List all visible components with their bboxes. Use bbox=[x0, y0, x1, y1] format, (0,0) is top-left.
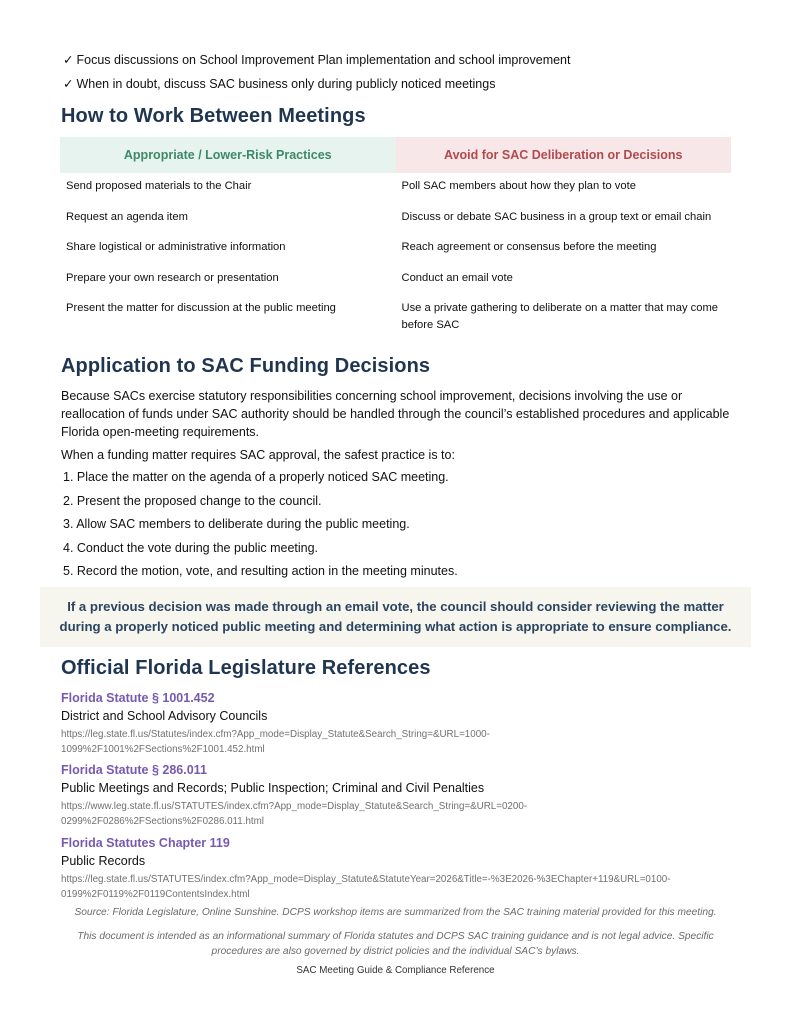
table-header-row bbox=[60, 137, 731, 173]
list-item: 3. Allow SAC members to deliberate during the public meeting. bbox=[63, 517, 410, 531]
table-cell: Send proposed materials to the Chair bbox=[66, 180, 252, 192]
reference-title: Florida Statutes Chapter 119 bbox=[61, 836, 230, 850]
reference-link[interactable]: https://leg.state.fl.us/Statutes/index.cfm?App_mode=Display_Statute&Search_String=&URL=1000- 1099%2F1001%2FSections%2F1001.452.html bbox=[61, 729, 490, 755]
checklist-item: ✓ When in doubt, discuss SAC business only during publicly noticed meetings bbox=[63, 77, 496, 91]
funding-intro: When a funding matter requires SAC approval, the safest practice is to: bbox=[61, 448, 455, 462]
checkmark-icon: ✓ bbox=[63, 53, 74, 67]
practices-table bbox=[60, 137, 731, 336]
table-cell: Share logistical or administrative information bbox=[66, 241, 286, 253]
table-cell: Reach agreement or consensus before the meeting bbox=[401, 241, 657, 253]
table-row bbox=[60, 239, 731, 270]
page-footer: SAC Meeting Guide & Compliance Reference bbox=[296, 965, 495, 976]
reference-name: District and School Advisory Councils bbox=[61, 709, 268, 723]
table-cell: Request an agenda item bbox=[66, 211, 188, 223]
column-header-avoid: Avoid for SAC Deliberation or Decisions bbox=[396, 137, 732, 173]
column-header-appropriate: Appropriate / Lower-Risk Practices bbox=[60, 137, 396, 173]
table-row bbox=[60, 178, 731, 209]
callout-line: during a properly noticed public meeting and determining what action is appropriate to ensure compliance. bbox=[59, 619, 732, 634]
reference-title: Florida Statute § 1001.452 bbox=[61, 691, 215, 705]
table-cell: Discuss or debate SAC business in a group text or email chain bbox=[401, 211, 712, 223]
disclaimer: This document is intended as an informational summary of Florida statutes and DCPS SAC training guidance and is not legal advice. Specific procedures are also governed by district policies and the individual SAC’s bylaws. bbox=[77, 931, 714, 957]
table-row bbox=[60, 209, 731, 239]
table-cell: Poll SAC members about how they plan to vote bbox=[401, 180, 636, 192]
reference-name: Public Records bbox=[61, 854, 146, 868]
section-heading-references: Official Florida Legislature References bbox=[61, 657, 431, 679]
section-heading-between-meetings: How to Work Between Meetings bbox=[61, 105, 366, 127]
source-note: Source: Florida Legislature, Online Sunshine. DCPS workshop items are summarized from the SAC training material provided for this meeting. bbox=[74, 907, 717, 918]
table-row bbox=[60, 300, 731, 336]
table-row bbox=[60, 270, 731, 300]
compliance-callout bbox=[40, 587, 751, 647]
table-cell: Conduct an email vote bbox=[401, 272, 513, 284]
table-cell: Present the matter for discussion at the public meeting bbox=[66, 302, 336, 314]
list-item: 1. Place the matter on the agenda of a properly noticed SAC meeting. bbox=[63, 470, 449, 484]
table-cell: Use a private gathering to deliberate on a matter that may come before SAC bbox=[401, 302, 719, 331]
list-item: 4. Conduct the vote during the public meeting. bbox=[63, 541, 319, 555]
callout-line: If a previous decision was made through an email vote, the council should consider reviewing the matter bbox=[67, 599, 724, 614]
section-heading-funding: Application to SAC Funding Decisions bbox=[61, 355, 431, 377]
reference-name: Public Meetings and Records; Public Inspection; Criminal and Civil Penalties bbox=[61, 781, 485, 795]
checkmark-icon: ✓ bbox=[63, 77, 74, 91]
list-item: 2. Present the proposed change to the council. bbox=[63, 494, 322, 508]
list-item: 5. Record the motion, vote, and resulting action in the meeting minutes. bbox=[63, 564, 458, 578]
checklist-item: ✓ Focus discussions on School Improvement Plan implementation and school improvement bbox=[63, 53, 571, 67]
reference-link[interactable]: https://www.leg.state.fl.us/STATUTES/index.cfm?App_mode=Display_Statute&Search_String=&URL=0200- 0299%2F0286%2FSections%2F0286.011.html bbox=[61, 801, 528, 827]
funding-paragraph: Because SACs exercise statutory responsibilities concerning school improvement, decisions involving the use or reallocation of funds under SAC authority should be handled through the council’s established procedures and applicable Florida open-meeting requirements. bbox=[61, 389, 730, 439]
reference-link[interactable]: https://leg.state.fl.us/STATUTES/index.cfm?App_mode=Display_Statute&StatuteYear=2026&Title=-%3E2026-%3EChapter+119&URL=0100- 0199%2F0119%2F0119ContentsIndex.html bbox=[61, 874, 671, 900]
table-cell: Prepare your own research or presentation bbox=[66, 272, 279, 284]
reference-title: Florida Statute § 286.011 bbox=[61, 763, 207, 777]
